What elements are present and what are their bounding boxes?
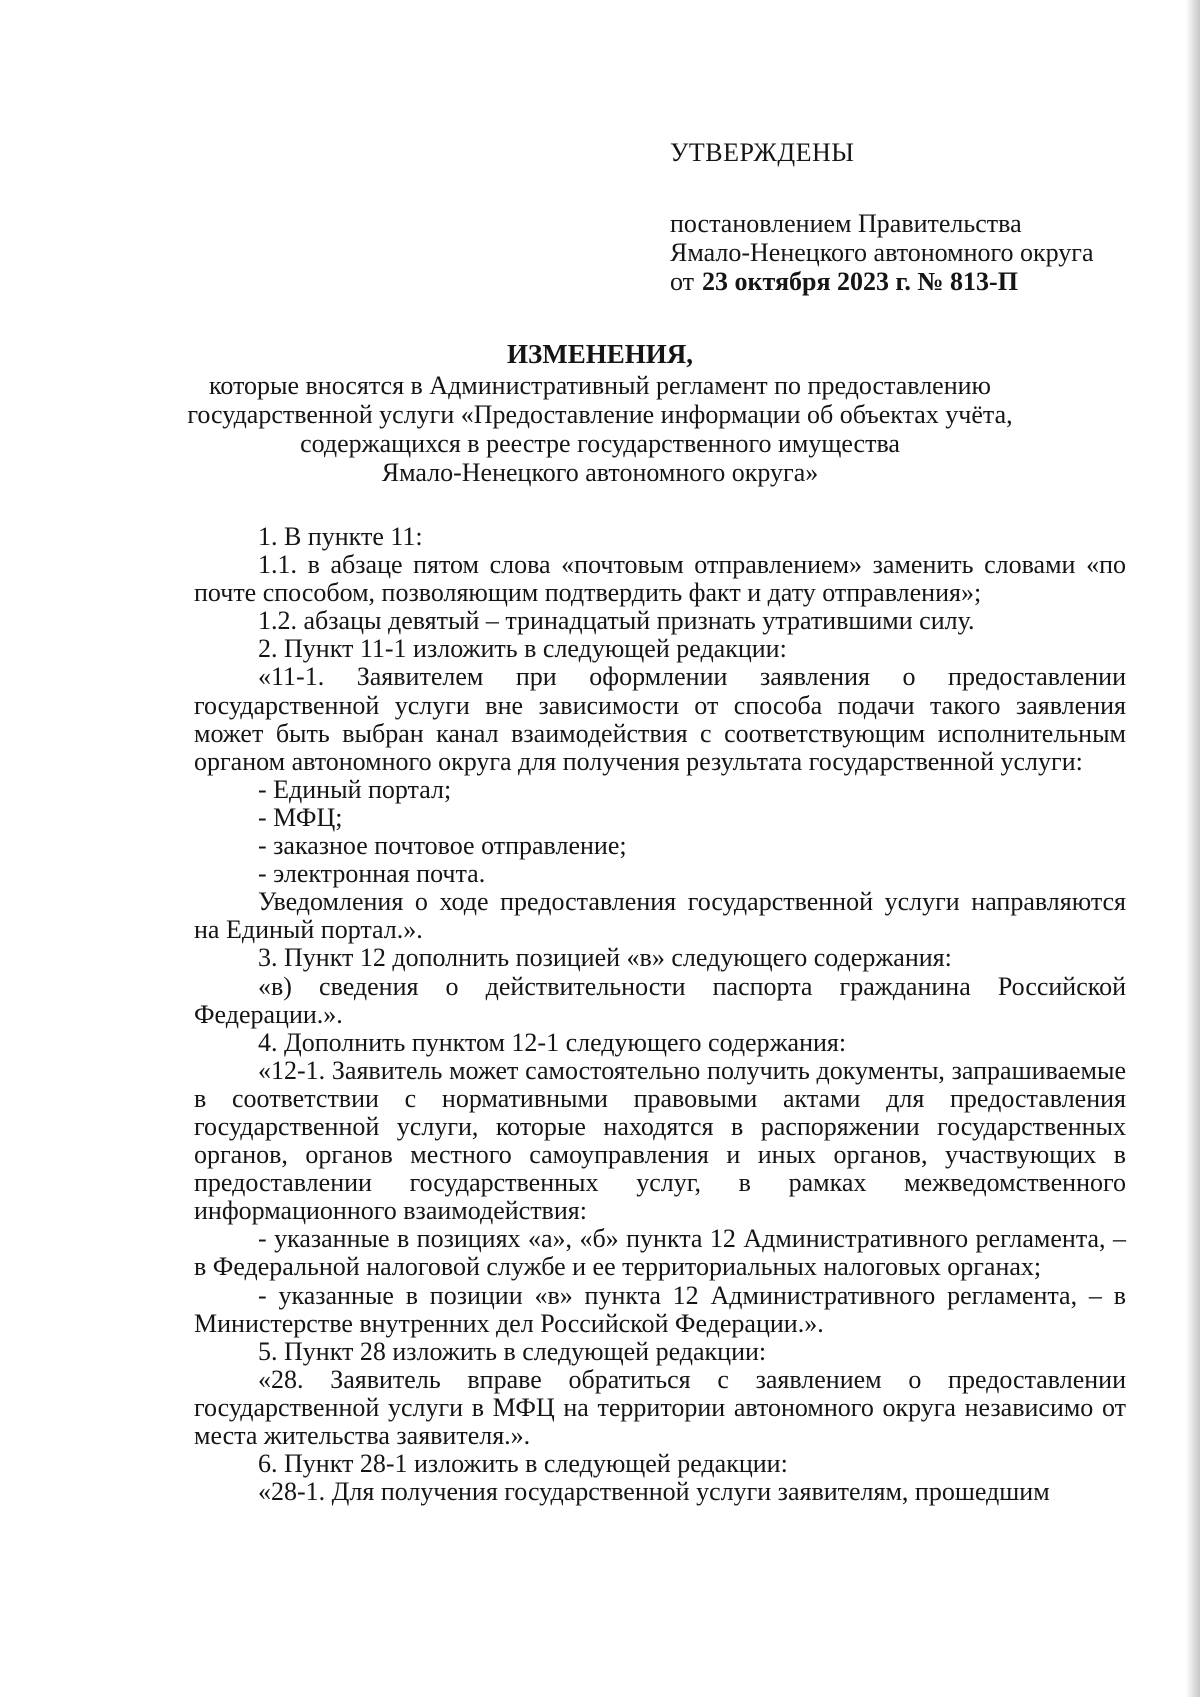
document-title: ИЗМЕНЕНИЯ, xyxy=(506,339,693,369)
approval-stamp-block xyxy=(670,138,1130,296)
approval-date-value: 23 октября 2023 г. № 813-П xyxy=(702,267,1018,296)
document-subtitle-line: которые вносятся в Административный регламент по предоставлению xyxy=(209,371,991,400)
page-edge-shadow xyxy=(1186,0,1200,1697)
approval-heading: УТВЕРЖДЕНЫ xyxy=(670,138,855,167)
list-item: - указанные в позиции «в» пункта 12 Административного регламента, – в Министерстве внутренних дел Российской Федерации.». xyxy=(194,1280,1126,1338)
paragraph: «12-1. Заявитель может самостоятельно получить документы, запрашиваемые в соответствии с нормативными правовыми актами для предоставления государственной услуги, которые находятся в распоряжении государственных органов, органов местного самоуправления и иных органов, участвующих в предоставлении государственных услуг, в рамках межведомственного информационного взаимодействия: xyxy=(194,1055,1126,1226)
list-item: - электронная почта. xyxy=(258,859,486,889)
document-subtitle-line: государственной услуги «Предоставление информации об объектах учёта, xyxy=(187,400,1013,429)
paragraph: «28-1. Для получения государственной услуги заявителям, прошедшим xyxy=(258,1477,1050,1507)
document-body xyxy=(194,523,1126,1506)
list-item: - МФЦ; xyxy=(258,802,343,832)
paragraph: 4. Дополнить пунктом 12-1 следующего содержания: xyxy=(258,1027,847,1057)
approval-line-2: Ямало-Ненецкого автономного округа xyxy=(670,238,1094,267)
paragraph: 5. Пункт 28 изложить в следующей редакции: xyxy=(258,1336,767,1366)
paragraph: 1.1. в абзаце пятом слова «почтовым отправлением» заменить словами «по почте способом, позволяющим подтвердить факт и дату отправления»; xyxy=(194,550,1126,608)
approval-line-1: постановлением Правительства xyxy=(670,209,1022,238)
list-item: - заказное почтовое отправление; xyxy=(258,831,627,861)
list-item: - указанные в позициях «а», «б» пункта 12 Административного регламента, – в Федеральной налоговой службе и ее территориальных налоговых органах; xyxy=(194,1224,1126,1282)
approval-date-line xyxy=(670,267,1130,296)
document-subtitle-line: содержащихся в реестре государственного имущества xyxy=(300,429,900,458)
paragraph: 6. Пункт 28-1 изложить в следующей редакции: xyxy=(258,1449,788,1479)
paragraph: 2. Пункт 11-1 изложить в следующей редакции: xyxy=(258,634,787,664)
paragraph: Уведомления о ходе предоставления государственной услуги направляются на Единый портал.». xyxy=(194,887,1126,945)
paragraph: 3. Пункт 12 дополнить позицией «в» следующего содержания: xyxy=(258,943,952,973)
document-subtitle-line: Ямало-Ненецкого автономного округа» xyxy=(381,458,819,487)
document-title-block xyxy=(150,340,1050,487)
paragraph: «в) сведения о действительности паспорта гражданина Российской Федерации.». xyxy=(194,971,1126,1029)
approval-date-prefix: от xyxy=(670,267,695,296)
paragraph: 1. В пункте 11: xyxy=(258,522,423,551)
paragraph: 1.2. абзацы девятый – тринадцатый признать утратившими силу. xyxy=(258,606,975,636)
list-item: - Единый портал; xyxy=(258,774,452,804)
paragraph: «11-1. Заявителем при оформлении заявления о предоставлении государственной услуги вне зависимости от способа подачи такого заявления может быть выбран канал взаимодействия с соответствующим исполнительным органом автономного округа для получения результата государственной услуги: xyxy=(194,662,1126,776)
paragraph: «28. Заявитель вправе обратиться с заявлением о предоставлении государственной услуги в МФЦ на территории автономного округа независимо от места жительства заявителя.». xyxy=(194,1364,1126,1450)
